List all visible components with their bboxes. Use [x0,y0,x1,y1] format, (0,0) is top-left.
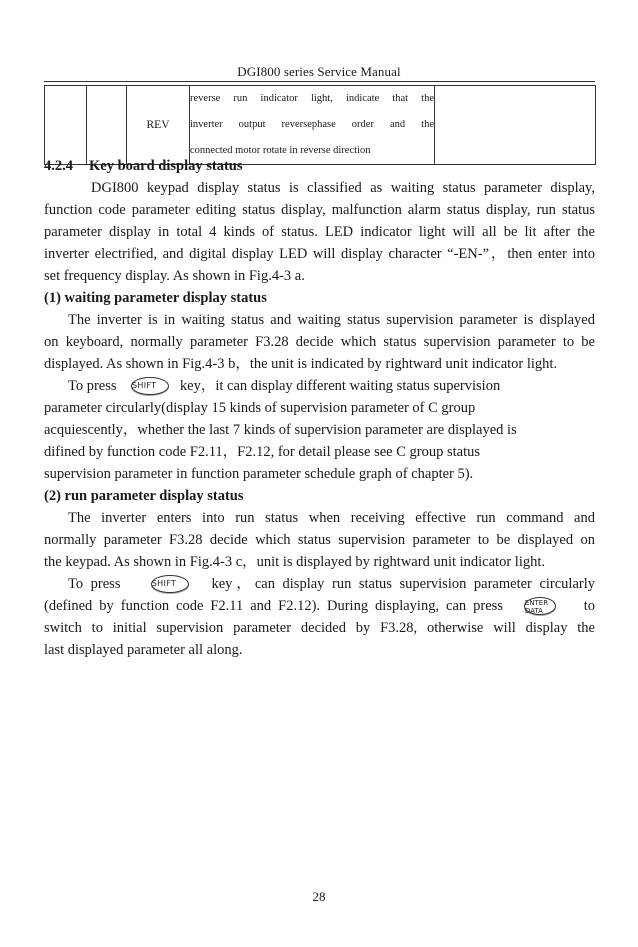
enter-data-key-icon [524,597,556,615]
paragraph-line: DGI800 keypad display status is classified as waiting status parameter display, [91,180,595,196]
page-body [44,155,595,661]
paragraph-line: displayed. As shown in Fig.4-3 b，the unit is indicated by rightward unit indicator light. [44,356,558,372]
shift-key-icon: SHIFT [131,377,169,395]
data-key-label: DATA [524,606,543,615]
section-number: 4.2.4 [44,158,73,174]
paragraph-line: The inverter enters into run status when receiving effective run command and [68,510,595,526]
indicator-table [44,85,596,165]
paragraph-line: function code parameter editing status display, malfunction alarm status display, run status [44,202,595,218]
description-line: connected motor rotate in reverse direction [190,145,371,156]
description-line: reverse run indicator light, indicate that the [190,93,434,104]
waiting-paragraph-1 [44,309,595,375]
paragraph-line [44,573,595,595]
subsection-heading-waiting: (1) waiting parameter display status [44,290,267,306]
paragraph-line: last displayed parameter all along. [44,642,243,658]
paragraph-line: supervision parameter in function parameter schedule graph of chapter 5). [44,466,474,482]
inline-text: to [583,598,595,614]
inline-text: To press [68,576,121,592]
description-line: inverter output reversephase order and the [190,119,434,130]
waiting-paragraph-2 [44,375,595,485]
run-paragraph-1 [44,507,595,573]
inline-text: key，it can display different waiting status supervision [179,378,501,394]
run-paragraph-2 [44,573,595,661]
paragraph-line: parameter circularly(display 15 kinds of supervision parameter of C group [44,400,476,416]
inline-text: key，can display run status supervision parameter circularly [211,576,595,592]
running-header: DGI800 series Service Manual [237,64,401,79]
subsection-heading-run: (2) run parameter display status [44,488,244,504]
paragraph-line: parameter display in total 4 kinds of status. LED indicator light will all be lit after the [44,224,595,240]
enter-key-label: ENTER [524,598,549,607]
table-cell-description [190,86,435,165]
shift-key-icon: SHIFT [151,575,189,593]
intro-paragraph [44,177,595,287]
paragraph-line: The inverter is in waiting status and waiting status supervision parameter is displayed [68,312,595,328]
table-cell-abbr: REV [127,86,190,165]
table-row [45,86,596,165]
inline-text: (defined by function code F2.11 and F2.12). During displaying, can press [44,598,503,614]
paragraph-line: acquiescently，whether the last 7 kinds of supervision parameter are displayed is [44,422,517,438]
section-title: Key board display status [89,158,243,174]
paragraph-line: switch to initial supervision parameter decided by F3.28, otherwise will display the [44,620,595,636]
header-divider [44,81,595,82]
paragraph-line: inverter electrified, and digital display LED will display character “-EN-”，then enter into [44,246,595,262]
inline-text: To press [68,378,117,394]
table-cell-blank-1 [45,86,87,165]
paragraph-line: normally parameter F3.28 decide which status supervision parameter to be displayed on [44,532,595,548]
paragraph-line: set frequency display. As shown in Fig.4-3 a. [44,268,305,284]
section-heading [44,155,595,177]
paragraph-line: on keyboard, normally parameter F3.28 decide which status supervision parameter to be [44,334,595,350]
table-cell-blank-5 [435,86,596,165]
paragraph-line [44,375,595,397]
paragraph-line: the keypad. As shown in Fig.4-3 c，unit is displayed by rightward unit indicator light. [44,554,546,570]
paragraph-line: difined by function code F2.11，F2.12, for detail please see C group status [44,444,480,460]
page-number: 28 [312,889,326,904]
table-cell-blank-2 [87,86,127,165]
paragraph-line [44,595,595,617]
